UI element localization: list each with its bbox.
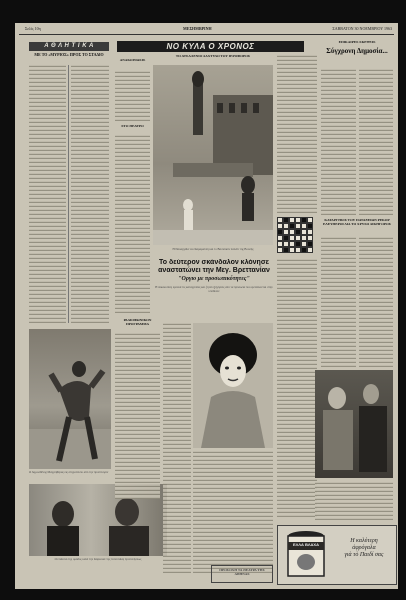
opinion-text-2 [359, 69, 393, 215]
left-headline: ΜΕ ΤΟ «ΜΥΡΙΟΣ» ΠΡΟΣ ΤΟ ΣΤΑΔΙΟ [34, 53, 104, 57]
opinion-headline: Σύγχρονη Δημοσία... [326, 46, 388, 55]
right-narrow-lower [277, 259, 317, 519]
ad-slogan [334, 538, 394, 559]
milk-advertisement [277, 525, 397, 585]
left-text-column-2 [71, 65, 109, 323]
page-header [15, 23, 398, 34]
masthead: ΜΕΣΗΜΒΡΙΝΗ [183, 26, 212, 31]
ad-slogan-line-2: ἀφρόγαλα [352, 545, 376, 551]
woman-portrait-photo [193, 323, 273, 448]
header-rule [19, 34, 394, 35]
officials-figure-icon [315, 370, 393, 478]
caption-text-1: Ο Δημοσθένης Μαγγλιβέρας εις στιγμιότυπο από την προπόνησιν [29, 470, 109, 474]
left-headline-block [29, 53, 109, 63]
ad-slogan-line-1: Η καλύτερη [350, 538, 378, 544]
feature-headline-3: "Οργιο με προσωπικότητες" [178, 276, 250, 283]
radio-head: ΡΑΔΙΟΦΩΝΙΚΟΝ ΠΡΟΓΡΑΜΜΑ [123, 319, 152, 326]
left-text-column-1 [29, 65, 66, 323]
feature-body-right [193, 451, 273, 575]
middle-small-column [115, 55, 150, 313]
opinion-kicker: ΕΠΙΚΑΙΡΕΣ ΣΚΕΨΕΙΣ [338, 41, 376, 44]
opinion-text-1 [321, 69, 356, 215]
athlete-photo [29, 329, 111, 469]
square-caption-text: Η Ναυαρχίδα του Καραμανλή και το Βασιλικόν παλάτι της Βουλής [172, 247, 254, 251]
feature-body-left [163, 323, 191, 575]
opinion-heading [321, 41, 393, 67]
feature-lede: Η Δικαιοσύνη ερευνά τις καταγγελίες και ζητεί εξηγήσεις από τα πρόσωπα που εμπλέκονται στην υπόθεσιν [155, 284, 273, 293]
page-number: Σελίς 10η [25, 26, 41, 31]
feature-headline-2: αναστατώνει την Μεγ. Βρεττανίαν [158, 266, 270, 274]
caption-text-2: Οι παίκται της ομάδος κατά την διάρκειαν της τελευταίας προπονήσεως [54, 557, 142, 561]
woman-portrait-icon [193, 323, 273, 448]
feature-photo-title-text: ΤΟ ΑΤΣΑΛΕΝΙΟ ΔΑΧΤΥΛΟ ΤΟΥ ΙΕΡΟΦΟΡΟΣ [175, 55, 251, 58]
column-divider [68, 65, 69, 323]
photo-caption-2 [29, 557, 167, 567]
square-photo-caption [153, 247, 273, 255]
ad-brand: ΕΛΛΑ ΒΛΑΧΑ [292, 542, 319, 547]
theatre-ad-text: ΠΡΟΣΟΧΗ ΤΑ ΘΕΑΤΡΑ ΤΗΣ ΑΘΗΝΑΣ [219, 568, 265, 576]
record-heading [321, 219, 393, 235]
photo-caption-1 [29, 470, 111, 482]
feature-photo-title [153, 55, 273, 63]
officials-photo [315, 370, 393, 478]
issue-date: ΣΑΒΒΑΤΟΝ 30 ΝΟΕΜΒΡΙΟΥ 1963 [332, 26, 392, 31]
announcements-head: ΑΝΑΚΟΙΝΩΣΙΣ [119, 58, 146, 62]
record-text-1 [321, 237, 356, 367]
feature-headline-block [153, 259, 275, 321]
athlete-figure-icon [29, 329, 111, 469]
square-photo [153, 65, 273, 245]
theatre-head: ΣΤΟ ΘΕΑΤΡΟ [121, 124, 144, 128]
sports-banner: Α Θ Λ Η Τ Ι Κ Α [29, 42, 109, 51]
square-scene-icon [153, 65, 273, 245]
milk-can-icon [286, 530, 326, 580]
theatre-ad-box [211, 565, 273, 583]
record-text-2 [359, 237, 393, 367]
section-banner: ΝΟ ΚΥΛΑ Ο ΧΡΟΝΟΣ [117, 41, 304, 52]
newspaper-page [15, 23, 398, 589]
feature-headline-1: Το δεύτερον σκάνδαλον κλόνησε [159, 259, 269, 266]
radio-program-column [115, 319, 160, 499]
photo-caption-right [315, 480, 393, 522]
ad-slogan-line-3: γιὰ τὸ Παιδί σας [344, 552, 384, 558]
record-headline: ΚΑΤΑΡΓΗΣΙΣ ΤΟΥ ΠΑΤΑΞΕΙΩΝ ΡΕΚΟΡ ΕΛΕΥΘΕΡΟΙ ΔΙΑ ΤΟ ΧΡΥΣΟ ΔΙΚΗΓΟΡΟΣ [322, 219, 392, 226]
